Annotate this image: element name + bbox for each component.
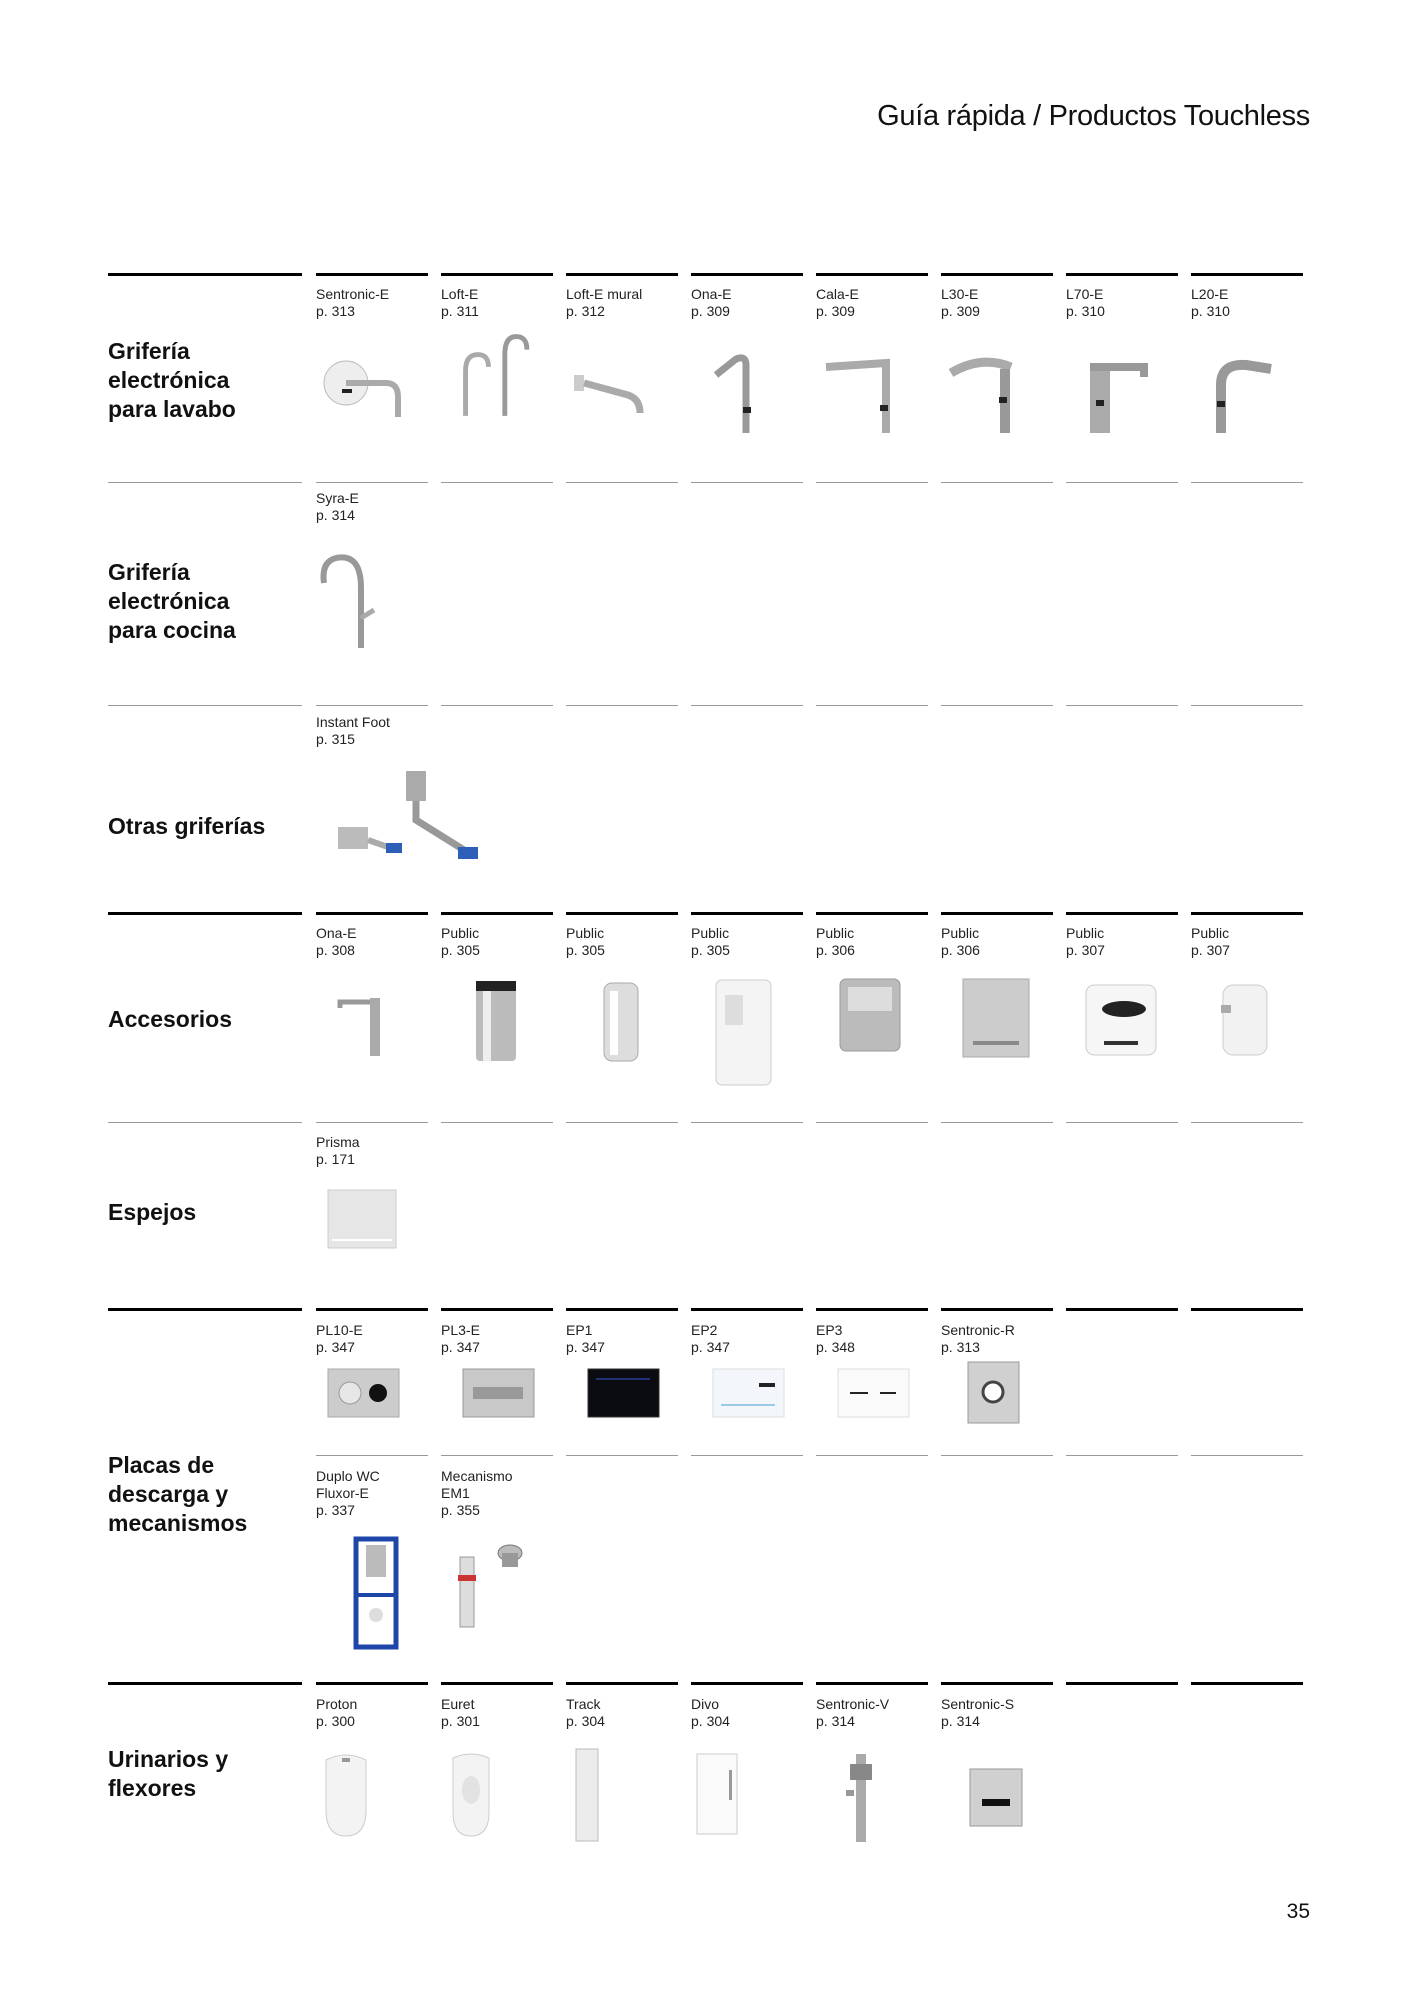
section-divider <box>441 705 553 706</box>
section-divider <box>108 705 302 706</box>
page-number: 35 <box>1286 1900 1310 1923</box>
urinal-icon <box>441 1750 501 1840</box>
section-divider <box>941 482 1053 483</box>
section-rule <box>1191 912 1303 915</box>
product-name: Proton p. 300 <box>316 1696 358 1729</box>
section-divider <box>941 1455 1053 1456</box>
cylinder-dispenser-icon <box>576 975 666 1065</box>
wall-mounted-electronic-faucet-icon <box>316 345 406 435</box>
section-divider <box>1066 482 1178 483</box>
section-rule <box>691 1682 803 1685</box>
urinal-panel-icon <box>566 1745 606 1845</box>
section-rule <box>566 1308 678 1311</box>
product-name: Syra-E p. 314 <box>316 490 359 523</box>
section-divider <box>816 1122 928 1123</box>
section-divider <box>691 1455 803 1456</box>
section-rule <box>816 912 928 915</box>
hand-dryer-icon <box>826 975 916 1055</box>
section-rule <box>441 912 553 915</box>
section-divider <box>441 1122 553 1123</box>
section-divider <box>691 482 803 483</box>
section-divider <box>108 1122 302 1123</box>
product-name: Public p. 305 <box>691 925 730 958</box>
soap-dispenser-icon <box>326 980 416 1060</box>
section-divider <box>1191 482 1303 483</box>
towel-dispenser-icon <box>951 975 1041 1060</box>
section-divider <box>941 705 1053 706</box>
flush-plate-icon <box>461 1365 536 1420</box>
product-name: Instant Foot p. 315 <box>316 714 390 747</box>
wall-spout-icon <box>566 350 656 440</box>
section-divider <box>566 482 678 483</box>
section-rule <box>1066 1308 1178 1311</box>
basin-faucet-icon <box>816 345 906 435</box>
basin-faucet-icon <box>1066 345 1156 435</box>
product-name: Track p. 304 <box>566 1696 605 1729</box>
section-divider <box>316 1122 428 1123</box>
section-divider <box>316 1455 428 1456</box>
section-rule <box>941 1682 1053 1685</box>
product-name: PL3-E p. 347 <box>441 1322 480 1355</box>
section-rule <box>941 1308 1053 1311</box>
section-label-espejos: Espejos <box>108 1199 197 1225</box>
product-name: Public p. 306 <box>816 925 855 958</box>
section-divider <box>566 705 678 706</box>
section-rule <box>941 912 1053 915</box>
product-name: Ona-E p. 308 <box>316 925 357 958</box>
section-rule <box>566 1682 678 1685</box>
product-name: Public p. 305 <box>441 925 480 958</box>
section-divider <box>441 482 553 483</box>
section-divider <box>941 1122 1053 1123</box>
product-name: Loft-E mural p. 312 <box>566 286 643 319</box>
mirror-icon <box>326 1188 398 1250</box>
product-name: Public p. 306 <box>941 925 980 958</box>
section-rule <box>816 1308 928 1311</box>
section-rule <box>566 912 678 915</box>
flush-plate-icon <box>836 1365 911 1420</box>
sensor-plate-icon <box>966 1765 1026 1830</box>
section-label-urinarios: Urinarios y flexores <box>108 1746 229 1801</box>
section-rule <box>941 273 1053 276</box>
section-divider <box>691 1122 803 1123</box>
section-rule <box>691 1308 803 1311</box>
section-label-lavabo: Grifería electrónica para lavabo <box>108 338 236 422</box>
section-rule <box>691 912 803 915</box>
foot-pedal-valve-icon <box>326 765 496 870</box>
section-divider <box>816 482 928 483</box>
section-rule <box>316 1308 428 1311</box>
product-name: Divo p. 304 <box>691 1696 730 1729</box>
section-rule <box>816 1682 928 1685</box>
flush-mechanism-icon <box>446 1535 536 1635</box>
section-rule <box>108 273 302 276</box>
product-name: L30-E p. 309 <box>941 286 980 319</box>
section-rule <box>1191 1308 1303 1311</box>
section-rule <box>691 273 803 276</box>
section-rule <box>108 1308 302 1311</box>
product-name: L70-E p. 310 <box>1066 286 1105 319</box>
urinal-panel-icon <box>691 1750 741 1840</box>
product-name: EP2 p. 347 <box>691 1322 730 1355</box>
flush-valve-icon <box>836 1750 886 1845</box>
section-divider <box>816 705 928 706</box>
product-name: PL10-E p. 347 <box>316 1322 363 1355</box>
section-rule <box>566 273 678 276</box>
section-rule <box>316 912 428 915</box>
section-divider <box>108 482 302 483</box>
product-name: Public p. 307 <box>1191 925 1230 958</box>
product-name: Public p. 305 <box>566 925 605 958</box>
section-divider <box>316 705 428 706</box>
page-title: Guía rápida / Productos Touchless <box>877 100 1310 132</box>
urinal-icon <box>316 1750 376 1840</box>
soap-dispenser-wall-icon <box>1201 975 1291 1060</box>
product-name: Euret p. 301 <box>441 1696 480 1729</box>
basin-faucet-icon <box>941 345 1031 435</box>
section-divider <box>1066 1122 1178 1123</box>
gooseneck-faucet-pair-icon <box>441 330 531 420</box>
product-name: Sentronic-S p. 314 <box>941 1696 1015 1729</box>
flush-plate-icon <box>966 1360 1021 1425</box>
section-label-accesorios: Accesorios <box>108 1006 233 1032</box>
flush-plate-icon <box>586 1365 661 1420</box>
wc-frame-icon <box>346 1535 406 1650</box>
section-divider <box>1191 1455 1303 1456</box>
section-rule <box>1066 1682 1178 1685</box>
product-name: Sentronic-R p. 313 <box>941 1322 1015 1355</box>
basin-faucet-icon <box>1191 345 1281 435</box>
section-divider <box>316 482 428 483</box>
section-divider <box>1191 705 1303 706</box>
section-rule <box>1066 912 1178 915</box>
section-rule <box>108 1682 302 1685</box>
section-divider <box>566 1122 678 1123</box>
section-rule <box>441 273 553 276</box>
towel-dispenser-icon <box>1076 975 1166 1060</box>
product-name: Sentronic-V p. 314 <box>816 1696 890 1729</box>
section-rule <box>1191 273 1303 276</box>
product-name: Ona-E p. 309 <box>691 286 732 319</box>
product-name: L20-E p. 310 <box>1191 286 1230 319</box>
section-label-placas: Placas de descarga y mecanismos <box>108 1452 248 1536</box>
section-rule <box>1066 273 1178 276</box>
section-rule <box>316 1682 428 1685</box>
section-divider <box>441 1455 553 1456</box>
section-rule <box>108 912 302 915</box>
section-divider <box>691 705 803 706</box>
section-rule <box>441 1682 553 1685</box>
basin-faucet-icon <box>691 345 781 435</box>
product-name: Prisma p. 171 <box>316 1134 360 1167</box>
product-name: Duplo WC Fluxor-E p. 337 <box>316 1468 380 1518</box>
section-rule <box>441 1308 553 1311</box>
section-label-cocina: Grifería electrónica para cocina <box>108 559 236 643</box>
flush-plate-icon <box>711 1365 786 1420</box>
flush-plate-icon <box>326 1365 401 1420</box>
product-name: EP1 p. 347 <box>566 1322 605 1355</box>
product-name: Loft-E p. 311 <box>441 286 479 319</box>
product-name: Sentronic-E p. 313 <box>316 286 390 319</box>
section-divider <box>1066 1455 1178 1456</box>
product-name: Cala-E p. 309 <box>816 286 859 319</box>
product-name: Mecanismo EM1 p. 355 <box>441 1468 513 1518</box>
section-divider <box>1066 705 1178 706</box>
product-name: EP3 p. 348 <box>816 1322 855 1355</box>
kitchen-faucet-icon <box>316 548 406 653</box>
hand-dryer-icon <box>701 975 791 1090</box>
product-name: Public p. 307 <box>1066 925 1105 958</box>
cylinder-dispenser-icon <box>451 975 541 1065</box>
section-label-otras: Otras griferías <box>108 813 266 839</box>
section-rule <box>816 273 928 276</box>
section-rule <box>1191 1682 1303 1685</box>
section-divider <box>1191 1122 1303 1123</box>
section-divider <box>566 1455 678 1456</box>
section-rule <box>316 273 428 276</box>
section-divider <box>816 1455 928 1456</box>
